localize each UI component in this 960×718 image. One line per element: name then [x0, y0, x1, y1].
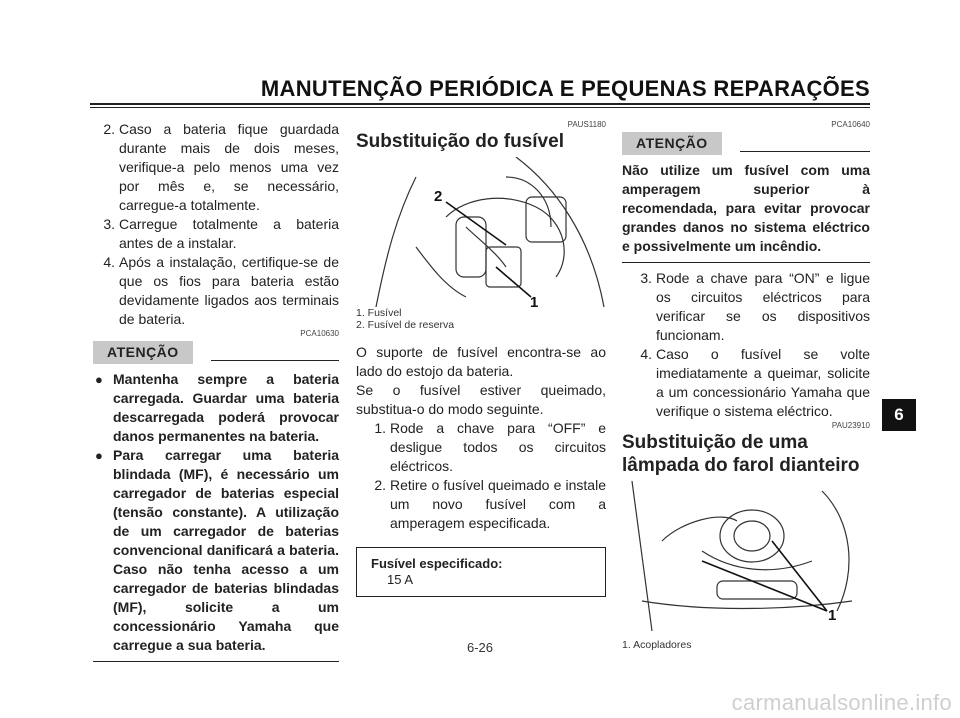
- attention-label: ATENÇÃO: [93, 341, 193, 364]
- fuse-illustration: [356, 157, 606, 307]
- callout-2: 2: [434, 188, 443, 205]
- ref-code: PAU23910: [831, 421, 870, 430]
- warning-end-rule: [622, 262, 870, 263]
- column-middle: [356, 120, 606, 597]
- list-item: 3. Carregue totalmente a bateria antes de a instalar.: [103, 216, 339, 251]
- callout-1: 1: [828, 607, 837, 624]
- ref-code: PCA10640: [831, 120, 870, 129]
- headlight-illustration: [622, 481, 870, 631]
- column-right: [622, 120, 870, 651]
- list-item: 2. Retire o fusível queimado e instale um novo fusível com a amperagem especificada.: [374, 477, 606, 531]
- caution-end-rule: [93, 661, 339, 662]
- steps-list-fuse-cont: [630, 269, 870, 421]
- attention-heading: [93, 341, 339, 364]
- list-item: 4. Após a instalação, certifique-se de que os fios para bateria estão devidamente ligados aos terminais de bateria.: [103, 254, 339, 327]
- spec-label: Fusível especificado:: [371, 556, 503, 571]
- list-item: ● Mantenha sempre a bateria carregada. Guardar uma bateria descarregada poderá provocar danos permanentes na bateria.: [95, 371, 339, 444]
- list-item: 2. Caso a bateria fique guardada durante mais de dois meses, verifique-a pelo menos uma vez por mês e, se necessário, carregue-a totalmente.: [103, 121, 339, 213]
- figure-caption: 2. Fusível de reserva: [356, 319, 455, 331]
- caution-bullets: [93, 370, 339, 655]
- page-number: 6-26: [466, 640, 494, 655]
- spec-value: 15 A: [387, 572, 414, 587]
- section-heading-headlight: Substituição de uma lâmpada do farol dianteiro: [622, 432, 860, 476]
- headlight-photo: [622, 481, 870, 631]
- fuse-photo: [356, 157, 606, 307]
- paragraph: Se o fusível estiver queimado, substitua-o do modo seguinte.: [356, 382, 606, 417]
- figure-caption: 1. Fusível: [356, 307, 402, 319]
- ref-code: PCA10630: [300, 329, 339, 338]
- list-item: 4. Caso o fusível se volte imediatamente a queimar, solicite a um concessionário Yamaha que verifique o sistema eléctrico.: [640, 346, 870, 419]
- callout-1: 1: [530, 294, 539, 307]
- list-item: 3. Rode a chave para “ON” e ligue os circuitos eléctricos para verificar se os dispositivos funcionam.: [640, 270, 870, 343]
- attention-heading: [622, 132, 870, 155]
- header-rule: [90, 103, 870, 105]
- steps-list-battery: [93, 120, 339, 329]
- section-heading-fuse: Substituição do fusível: [356, 131, 564, 152]
- list-item: 1. Rode a chave para “OFF” e desligue todos os circuitos eléctricos.: [374, 420, 606, 474]
- paragraph: O suporte de fusível encontra-se ao lado do estojo da bateria.: [356, 344, 606, 379]
- attention-label: ATENÇÃO: [622, 132, 722, 155]
- bullet-icon: ●: [95, 448, 103, 463]
- figure-caption: 1. Acopladores: [622, 639, 692, 651]
- bullet-icon: ●: [95, 372, 103, 387]
- list-item: ● Para carregar uma bateria blindada (MF), é necessário um carregador de baterias especial (tensão constante). A utilização de um carregador de baterias convencional danificará a bateria. Caso não tenha acesso a um carregador de baterias blindadas (MF), solicite a um concessionário Yamaha que carregue a sua bateria.: [95, 447, 339, 653]
- chapter-tab: 6: [882, 399, 916, 431]
- spec-box: [356, 547, 606, 597]
- steps-list-fuse: [364, 419, 606, 533]
- column-left: [93, 120, 339, 662]
- page-header-title: MANUTENÇÃO PERIÓDICA E PEQUENAS REPARAÇÕES: [260, 76, 870, 101]
- ref-code: PAUS1180: [567, 120, 606, 129]
- header-rule-thin: [90, 107, 870, 108]
- warning-text: Não utilize um fusível com uma amperagem superior à recomendada, para evitar provocar grandes danos no sistema eléctrico e possivelmente um incêndio.: [622, 162, 870, 254]
- watermark: carmanualsonline.info: [731, 690, 952, 715]
